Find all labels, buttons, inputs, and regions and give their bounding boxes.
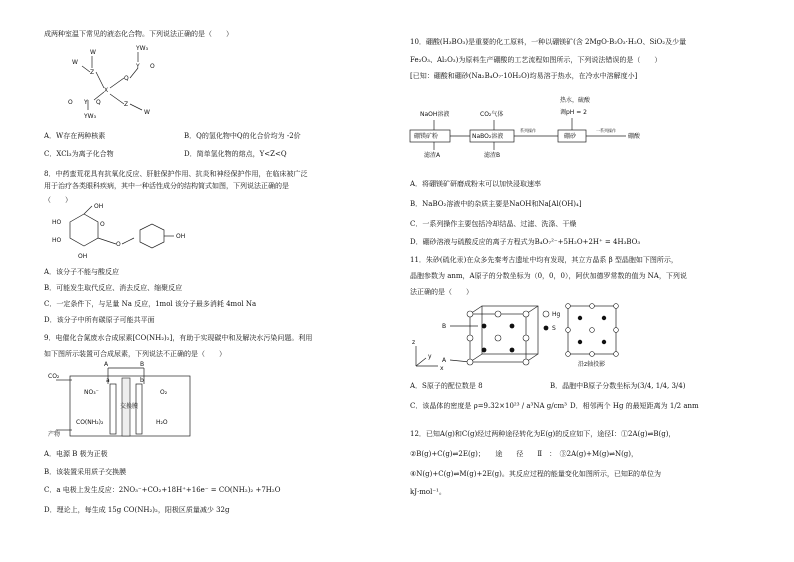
q10-option-d[interactable]: D．硼砂溶液与硫酸反应的离子方程式为B₄O₇²⁻+5H₂O+2H⁺ = 4H₃BO₃ xyxy=(410,238,641,246)
q11-option-d[interactable]: D．相邻两个 Hg 的最短距离为 1/2 anm xyxy=(570,402,699,410)
q10-proc2: 一系列操作 xyxy=(596,128,616,133)
q7-atom-q2: Q xyxy=(96,99,101,106)
q9-no3-label: NO₃⁻ xyxy=(84,389,99,396)
q9-electrode-label-a-upper: A xyxy=(104,361,109,368)
q8-option-d[interactable]: D．该分子中所有碳原子可能共平面 xyxy=(44,316,155,324)
q10-option-c[interactable]: C．一系列操作主要包括冷却结晶、过滤、洗涤、干燥 xyxy=(410,220,577,228)
q10-ph: 调pH = 2 xyxy=(560,109,587,116)
q8-ho-1: HO xyxy=(52,219,62,226)
q8-ring-o: O xyxy=(100,221,105,228)
q7-option-d[interactable]: D．简单氢化物的熔点，Y<Z<Q xyxy=(184,150,287,158)
q10-proc1: 系列操作 xyxy=(520,128,536,133)
q9-line2: 如下图所示装置可合成尿素，下列说法不正确的是（ ） xyxy=(44,350,226,358)
q10-line1: 10．硼酸(H₃BO₃)是重要的化工原料，一种以硼镁矿(含 2MgO·B₂O₃·H₂O、SiO₂及少量 xyxy=(410,38,687,46)
q9-product-label: 产物 xyxy=(48,431,61,438)
q9-o2-label: O₂ xyxy=(160,389,168,396)
q11-projection-caption: 沿z轴投影 xyxy=(578,361,606,368)
q9-option-c[interactable]: C．a 电极上发生反应：2NO₃⁻+CO₂+18H⁺+16e⁻ = CO(NH₂)₂ +7H₂O xyxy=(44,486,281,494)
q11-line1: 11．朱砂(硫化汞)在众多先秦考古遗址中均有发现，其立方晶系 β 型晶胞如下图所示， xyxy=(410,256,678,264)
q10-naoh: NaOH溶液 xyxy=(420,111,450,118)
q10-option-a[interactable]: A．将硼镁矿研磨成粉末可以加快浸取速率 xyxy=(410,180,542,188)
q7-structure-diagram xyxy=(64,42,174,120)
q9-membrane-label: 交换膜 xyxy=(120,403,139,410)
q11-line3: 法正确的是（ ） xyxy=(410,288,473,296)
q12-line1: 12．已知A(g)和C(g)经过两种途径转化为E(g)的反应如下，途径Ⅰ：①2A(g)⇌B(g)， xyxy=(410,430,676,438)
q10-line3: [已知：硼酸和硼砂(Na₂B₄O₇·10H₂O)均易溶于热水，在冷水中溶解度小] xyxy=(410,72,638,80)
q9-electrolysis-diagram xyxy=(48,361,218,442)
q11-crystal-diagram xyxy=(410,302,640,378)
q7-option-b[interactable]: B．Q的氢化物中Q的化合价均为 -2价 xyxy=(184,132,301,140)
q9-h2o-label: H₂O xyxy=(156,419,168,426)
q11-axis-y: y xyxy=(428,353,432,360)
right-column xyxy=(410,30,728,552)
left-column xyxy=(44,30,366,552)
q9-option-d[interactable]: D．理论上，每生成 15g CO(NH₂)₂，阳极区质量减少 32g xyxy=(44,506,230,514)
q8-oh-bottom: OH xyxy=(78,253,88,260)
q7-option-c[interactable]: C．XCl₃为离子化合物 xyxy=(44,150,114,158)
q12-line4: kJ·mol⁻¹。 xyxy=(410,488,446,496)
q8-phenol-oh: OH xyxy=(176,233,186,240)
q7-stem: 成两种室温下常见的液态化合物。下列说法正确的是（ ） xyxy=(44,30,233,38)
q11-option-a[interactable]: A．S原子的配位数是 8 xyxy=(410,382,483,390)
q9-urea-label: CO(NH₂)₂ xyxy=(76,419,104,426)
q8-molecule-diagram xyxy=(48,204,198,264)
q7-atom-yw3-top: YW₃ xyxy=(136,45,149,52)
q7-atom-o2: O xyxy=(68,99,73,106)
q11-option-c[interactable]: C．该晶体的密度是 ρ=9.32×10²³ / a³NA g/cm³ xyxy=(410,402,567,410)
q7-atom-q: Q xyxy=(124,75,129,82)
q11-legend-hg: Hg xyxy=(552,311,561,318)
q8-option-c[interactable]: C．一定条件下，与足量 Na 反应，1mol 该分子最多消耗 4mol Na xyxy=(44,300,257,308)
q11-option-b[interactable]: B．晶胞中B原子分数坐标为(3/4, 1/4, 3/4) xyxy=(550,382,686,390)
q8-option-b[interactable]: B．可能发生取代反应、消去反应、缩聚反应 xyxy=(44,284,183,292)
q9-co2-label: CO₂ xyxy=(48,373,60,380)
q10-nabo2-box: NaBO₂溶液 xyxy=(472,133,504,140)
q7-option-a[interactable]: A．W存在两种核素 xyxy=(44,132,106,140)
q8-oh-top: OH xyxy=(94,203,104,210)
q10-flowchart xyxy=(410,94,720,158)
q8-ether-o: O xyxy=(116,241,121,248)
q12-line3: ④N(g)+C(g)⇌M(g)+2E(g)。其反应过程的能量变化如图所示，已知E的单位为 xyxy=(410,470,661,478)
q10-ore-box: 硼镁矿粉 xyxy=(414,133,439,140)
q10-borax-box: 硼砂 xyxy=(564,133,577,140)
q11-label-a: A xyxy=(442,357,447,364)
q8-line2: 用于治疗各类眼科疾病，其中一种活性成分的结构简式如图，下列说法正确的是 xyxy=(44,182,289,190)
q7-atom-w: W xyxy=(72,59,78,66)
q7-atom-z2: Z xyxy=(124,101,129,108)
q7-atom-z: Z xyxy=(90,69,95,76)
q9-electrode-label-b-upper: B xyxy=(140,361,145,368)
q11-axis-z: z xyxy=(412,339,416,346)
q10-acid: 硼酸 xyxy=(628,133,641,140)
q7-atom-yw3-bottom: YW₃ xyxy=(84,113,97,120)
q10-residue-b: 滤渣B xyxy=(484,152,501,159)
q9-option-b[interactable]: B．该装置采用质子交换膜 xyxy=(44,468,127,476)
q10-residue-a: 滤渣A xyxy=(424,152,441,159)
q11-axis-x: x xyxy=(440,365,444,372)
q8-ho-2: HO xyxy=(52,237,62,244)
q9-electrode-a: a xyxy=(106,377,110,384)
q8-option-a[interactable]: A．该分子不能与酸反应 xyxy=(44,268,120,276)
q11-label-b: B xyxy=(442,323,447,330)
q11-line2: 晶胞参数为 anm，A原子的分数坐标为（0，0，0），阿伏加德罗常数的值为 NA，下列说 xyxy=(410,272,687,280)
q7-atom-x: X xyxy=(104,87,109,94)
q8-line1: 8．中药蛮荒花具有抗氧化反应、肝脏保护作用、抗炎和神经保护作用，在临床被广泛 xyxy=(44,170,308,178)
q7-atom-y: Y xyxy=(136,63,140,70)
q10-co2: CO₂气体 xyxy=(480,111,504,118)
q8-paren: （ ） xyxy=(44,196,72,204)
q10-line2: Fe₂O₃、Al₂O₃)为原料生产硼酸的工艺流程如图所示，下列说法错误的是（ ） xyxy=(410,56,662,64)
q9-line1: 9．电催化合氮废水合成尿素[CO(NH₂)₂]，有助于实现碳中和及解决水污染问题。利用 xyxy=(44,334,313,342)
q9-option-a[interactable]: A．电源 B 极为正极 xyxy=(44,450,108,458)
q10-hot-water: 热水，硫酸 xyxy=(560,97,591,104)
q7-atom-o: O xyxy=(150,63,155,70)
q10-option-b[interactable]: B．NaBO₂溶液中的杂质主要是NaOH和Na[Al(OH)₄] xyxy=(410,200,582,208)
q11-legend-s: S xyxy=(552,325,556,332)
q7-atom-w2: W xyxy=(90,49,96,56)
q12-line2: ②B(g)+C(g)⇌2E(g)； 途 径 Ⅱ ： ③2A(g)+M(g)⇌N(g)， xyxy=(410,450,639,458)
q7-atom-y2: Y xyxy=(84,99,88,106)
q7-atom-w3: W xyxy=(144,109,150,116)
q9-electrode-b: b xyxy=(140,377,144,384)
